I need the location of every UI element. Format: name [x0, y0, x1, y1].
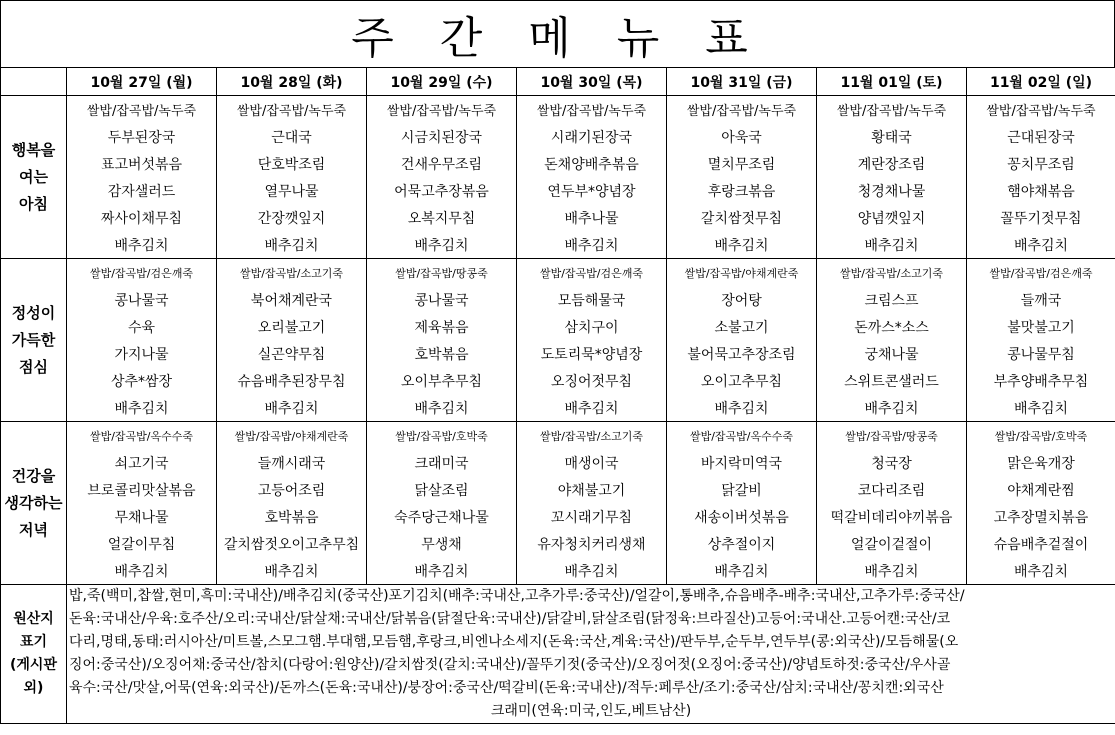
menu-cell: 북어채계란국: [217, 286, 367, 313]
menu-cell: 배추김치: [967, 557, 1115, 585]
menu-cell: 쌀밥/잡곡밥/녹두죽: [817, 96, 967, 124]
origin-label-line: (게시판: [10, 657, 57, 673]
menu-cell: 쌀밥/잡곡밥/소고기죽: [817, 259, 967, 287]
menu-row: [1, 503, 1115, 530]
menu-row: [1, 123, 1115, 150]
menu-cell: 쌀밥/잡곡밥/녹두죽: [667, 96, 817, 124]
menu-cell: 황태국: [817, 123, 967, 150]
menu-cell: 쌀밥/잡곡밥/호박죽: [367, 422, 517, 450]
day-header: 10월 30일 (목): [517, 68, 667, 96]
menu-cell: 가지나물: [67, 340, 217, 367]
menu-cell: 배추김치: [667, 557, 817, 585]
menu-cell: 배추김치: [217, 394, 367, 422]
menu-cell: 쌀밥/잡곡밥/녹두죽: [67, 96, 217, 124]
origin-text: [67, 585, 1115, 724]
menu-row: [1, 313, 1115, 340]
menu-cell: 두부된장국: [67, 123, 217, 150]
menu-cell: 숙주당근채나물: [367, 503, 517, 530]
menu-cell: 계란장조림: [817, 150, 967, 177]
menu-cell: 닭갈비: [667, 476, 817, 503]
meal-label-line: 정성이: [11, 303, 56, 322]
origin-label-line: 원산지: [13, 611, 54, 627]
menu-cell: 얼갈이겉절이: [817, 530, 967, 557]
menu-row: [1, 96, 1115, 124]
menu-cell: 상추*쌈장: [67, 367, 217, 394]
menu-cell: 쌀밥/잡곡밥/검은깨죽: [67, 259, 217, 287]
menu-cell: 배추김치: [817, 231, 967, 259]
menu-cell: 장어탕: [667, 286, 817, 313]
menu-cell: 제육볶음: [367, 313, 517, 340]
menu-cell: 쌀밥/잡곡밥/소고기죽: [517, 422, 667, 450]
menu-cell: 표고버섯볶음: [67, 150, 217, 177]
menu-row: [1, 557, 1115, 585]
menu-cell: 배추김치: [967, 231, 1115, 259]
menu-cell: 쌀밥/잡곡밥/녹두죽: [217, 96, 367, 124]
menu-cell: 햄야채볶음: [967, 177, 1115, 204]
menu-cell: 삼치구이: [517, 313, 667, 340]
menu-row: [1, 530, 1115, 557]
menu-row: [1, 177, 1115, 204]
menu-cell: 고등어조림: [217, 476, 367, 503]
menu-cell: 근대된장국: [967, 123, 1115, 150]
menu-cell: 배추김치: [667, 394, 817, 422]
day-header: 10월 31일 (금): [667, 68, 817, 96]
menu-cell: 쌀밥/잡곡밥/옥수수죽: [67, 422, 217, 450]
menu-cell: 들깨시래국: [217, 449, 367, 476]
menu-cell: 배추김치: [217, 231, 367, 259]
menu-cell: 쌀밥/잡곡밥/땅콩죽: [367, 259, 517, 287]
menu-cell: 배추김치: [967, 394, 1115, 422]
menu-row: [1, 150, 1115, 177]
menu-cell: 매생이국: [517, 449, 667, 476]
menu-cell: 멸치무조림: [667, 150, 817, 177]
menu-cell: 얼갈이무침: [67, 530, 217, 557]
origin-label-line: 표기: [19, 634, 48, 650]
menu-row: [1, 394, 1115, 422]
menu-cell: 쇠고기국: [67, 449, 217, 476]
menu-cell: 배추김치: [517, 394, 667, 422]
menu-row: [1, 367, 1115, 394]
meal-label: [1, 96, 67, 259]
menu-cell: 슈음배추된장무침: [217, 367, 367, 394]
origin-row: [1, 585, 1115, 724]
menu-cell: 불어묵고추장조림: [667, 340, 817, 367]
menu-cell: 배추김치: [367, 394, 517, 422]
day-header: 10월 29일 (수): [367, 68, 517, 96]
menu-cell: 오징어젓무침: [517, 367, 667, 394]
menu-cell: 수육: [67, 313, 217, 340]
origin-line: 다리,명태,동태:러시아산/미트볼,스모그햄.부대햄,모듬햄,후랑크,비엔나소세지(돈육:국산,계육:국산)/판두부,순두부,연두부(콩:외국산)/모듬해물(오: [69, 634, 959, 650]
menu-cell: 갈치쌈젓무침: [667, 204, 817, 231]
menu-cell: 쌀밥/잡곡밥/야채계란죽: [667, 259, 817, 287]
menu-cell: 부추양배추무침: [967, 367, 1115, 394]
menu-cell: 꼴뚜기젓무침: [967, 204, 1115, 231]
menu-row: [1, 340, 1115, 367]
menu-cell: 고추장멸치볶음: [967, 503, 1115, 530]
menu-cell: 시금치된장국: [367, 123, 517, 150]
menu-cell: 근대국: [217, 123, 367, 150]
menu-cell: 꼬시래기무침: [517, 503, 667, 530]
menu-cell: 실곤약무침: [217, 340, 367, 367]
menu-cell: 청경채나물: [817, 177, 967, 204]
menu-cell: 배추김치: [67, 557, 217, 585]
menu-cell: 새송이버섯볶음: [667, 503, 817, 530]
menu-cell: 스위트콘샐러드: [817, 367, 967, 394]
menu-cell: 갈치쌈젓오이고추무침: [217, 530, 367, 557]
menu-cell: 간장깻잎지: [217, 204, 367, 231]
day-header-row: [1, 68, 1115, 96]
day-header: 10월 28일 (화): [217, 68, 367, 96]
menu-cell: 코다리조림: [817, 476, 967, 503]
menu-cell: 배추김치: [667, 231, 817, 259]
menu-cell: 배추김치: [367, 231, 517, 259]
menu-cell: 유자청치커리생채: [517, 530, 667, 557]
menu-cell: 상추절이지: [667, 530, 817, 557]
day-header: 11월 02일 (일): [967, 68, 1115, 96]
menu-cell: 무채나물: [67, 503, 217, 530]
menu-cell: 콩나물국: [67, 286, 217, 313]
origin-line: 육수:국산/맛살,어묵(연육:외국산)/돈까스(돈육:국내산)/붕장어:중국산/떡갈비(돈육:국내산)/적두:페루산/조기:중국산/삼치:국내산/꽁치캔:외국산: [69, 680, 944, 696]
menu-cell: 무생채: [367, 530, 517, 557]
menu-cell: 도토리묵*양념장: [517, 340, 667, 367]
menu-cell: 배추나물: [517, 204, 667, 231]
menu-cell: 배추김치: [217, 557, 367, 585]
meal-label-line: 가득한: [11, 330, 56, 349]
menu-cell: 콩나물무침: [967, 340, 1115, 367]
menu-cell: 맑은육개장: [967, 449, 1115, 476]
menu-cell: 꽁치무조림: [967, 150, 1115, 177]
menu-row: [1, 286, 1115, 313]
origin-line: 돈육:국내산/우육:호주산/오리:국내산/닭살채:국내산/닭볶음(닭절단육:국내산)/닭갈비,닭살조림(닭정육:브라질산)고등어:국내산.고등어캔:국산/코: [69, 611, 951, 627]
menu-row: [1, 259, 1115, 287]
menu-cell: 아욱국: [667, 123, 817, 150]
origin-line: 밥,죽(백미,찹쌀,현미,흑미:국내산)/배추김치(중국산)포기김치(배추:국내산,고추가루:중국산)/얼갈이,통배추,슈음배추-배추:국내산,고추가루:중국산/: [69, 588, 965, 604]
menu-cell: 호박볶음: [367, 340, 517, 367]
menu-cell: 청국장: [817, 449, 967, 476]
menu-cell: 떡갈비데리야끼볶음: [817, 503, 967, 530]
menu-cell: 배추김치: [367, 557, 517, 585]
menu-cell: 쌀밥/잡곡밥/호박죽: [967, 422, 1115, 450]
meal-label-line: 행복을: [11, 140, 56, 159]
menu-cell: 열무나물: [217, 177, 367, 204]
menu-cell: 배추김치: [517, 557, 667, 585]
menu-cell: 쌀밥/잡곡밥/옥수수죽: [667, 422, 817, 450]
menu-cell: 연두부*양념장: [517, 177, 667, 204]
menu-cell: 닭살조림: [367, 476, 517, 503]
menu-cell: 들깨국: [967, 286, 1115, 313]
menu-cell: 크래미국: [367, 449, 517, 476]
menu-cell: 짜사이채무침: [67, 204, 217, 231]
page-title: 주 간 메 뉴 표: [0, 0, 1115, 67]
menu-cell: 어묵고추장볶음: [367, 177, 517, 204]
menu-cell: 감자샐러드: [67, 177, 217, 204]
meal-label-line: 건강을: [11, 466, 56, 485]
meal-label-line: 아침: [19, 194, 48, 213]
meal-label: [1, 259, 67, 422]
menu-row: [1, 422, 1115, 450]
menu-cell: 배추김치: [67, 231, 217, 259]
day-header: 11월 01일 (토): [817, 68, 967, 96]
menu-cell: 브로콜리맛살볶음: [67, 476, 217, 503]
menu-cell: 양념깻잎지: [817, 204, 967, 231]
menu-cell: 야채불고기: [517, 476, 667, 503]
meal-label: [1, 422, 67, 585]
menu-cell: 쌀밥/잡곡밥/녹두죽: [367, 96, 517, 124]
menu-cell: 시래기된장국: [517, 123, 667, 150]
menu-cell: 크림스프: [817, 286, 967, 313]
menu-cell: 호박볶음: [217, 503, 367, 530]
menu-cell: 쌀밥/잡곡밥/검은깨죽: [517, 259, 667, 287]
menu-cell: 배추김치: [67, 394, 217, 422]
menu-cell: 배추김치: [817, 557, 967, 585]
menu-cell: 후랑크볶음: [667, 177, 817, 204]
day-header: 10월 27일 (월): [67, 68, 217, 96]
menu-cell: 쌀밥/잡곡밥/녹두죽: [517, 96, 667, 124]
menu-cell: 쌀밥/잡곡밥/녹두죽: [967, 96, 1115, 124]
menu-cell: 돈까스*소스: [817, 313, 967, 340]
menu-row: [1, 476, 1115, 503]
menu-cell: 단호박조림: [217, 150, 367, 177]
menu-cell: 쌀밥/잡곡밥/땅콩죽: [817, 422, 967, 450]
menu-cell: 야채계란찜: [967, 476, 1115, 503]
menu-cell: 콩나물국: [367, 286, 517, 313]
origin-line: 크래미(연육:미국,인도,베트남산): [490, 703, 692, 719]
origin-label-line: 외): [23, 680, 44, 696]
menu-cell: 쌀밥/잡곡밥/야채계란죽: [217, 422, 367, 450]
menu-cell: 건새우무조림: [367, 150, 517, 177]
menu-cell: 바지락미역국: [667, 449, 817, 476]
menu-cell: 궁채나물: [817, 340, 967, 367]
menu-cell: 소불고기: [667, 313, 817, 340]
menu-cell: 불맛불고기: [967, 313, 1115, 340]
origin-line: 징어:중국산)/오징어채:중국산/참치(다랑어:원양산)/갈치쌈젓(갈치:국내산)/꼴뚜기젓(중국산)/오징어젓(오징어:중국산)/양념토하젓:중국산/우사골: [69, 657, 951, 673]
menu-cell: 슈음배추겉절이: [967, 530, 1115, 557]
menu-cell: 배추김치: [817, 394, 967, 422]
menu-table: [0, 67, 1115, 724]
menu-row: [1, 449, 1115, 476]
menu-cell: 쌀밥/잡곡밥/검은깨죽: [967, 259, 1115, 287]
menu-cell: 배추김치: [517, 231, 667, 259]
meal-label-line: 여는: [19, 167, 48, 186]
menu-cell: 오리불고기: [217, 313, 367, 340]
menu-cell: 오이부추무침: [367, 367, 517, 394]
menu-cell: 돈채양배추볶음: [517, 150, 667, 177]
meal-label-line: 점심: [19, 357, 48, 376]
menu-cell: 오이고추무침: [667, 367, 817, 394]
meal-label-line: 생각하는: [4, 493, 63, 512]
origin-label: [1, 585, 67, 724]
menu-cell: 오복지무침: [367, 204, 517, 231]
menu-row: [1, 231, 1115, 259]
corner-cell: [1, 68, 67, 96]
menu-cell: 모듬해물국: [517, 286, 667, 313]
meal-label-line: 저녁: [19, 520, 48, 539]
menu-cell: 쌀밥/잡곡밥/소고기죽: [217, 259, 367, 287]
menu-row: [1, 204, 1115, 231]
